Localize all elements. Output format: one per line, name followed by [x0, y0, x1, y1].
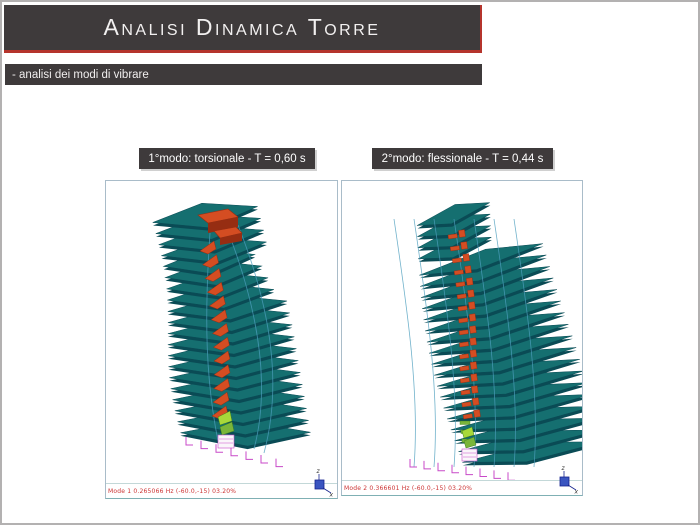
svg-text:z: z — [316, 468, 320, 475]
subtitle-bar — [5, 64, 482, 85]
tower-model-torsional — [106, 181, 337, 484]
svg-text:x: x — [329, 491, 334, 497]
caption-mode-1: 1°modo: torsionale - T = 0,60 s — [139, 148, 315, 169]
svg-text:x: x — [574, 488, 579, 494]
title-bar — [4, 5, 482, 53]
slide-title: Analisi Dinamica Torre — [103, 14, 381, 40]
axis-triad-icon — [556, 464, 580, 494]
caption-mode-2: 2°modo: flessionale - T = 0,44 s — [372, 148, 553, 169]
model-viewport-mode-2 — [341, 180, 583, 496]
svg-text:z: z — [561, 465, 565, 472]
axis-triad-icon — [311, 467, 335, 497]
tower-model-flexional — [342, 181, 582, 481]
status-bar-mode-2 — [342, 480, 582, 495]
status-bar-mode-1 — [106, 483, 337, 498]
status-text-mode-2: Mode 2 0.366601 Hz (-60.0,-15) 03.20% — [344, 484, 473, 492]
status-text-mode-1: Mode 1 0.265066 Hz (-60.0,-15) 03.20% — [108, 487, 237, 495]
slide-subtitle: - analisi dei modi di vibrare — [12, 68, 149, 81]
model-viewport-mode-1 — [105, 180, 338, 499]
